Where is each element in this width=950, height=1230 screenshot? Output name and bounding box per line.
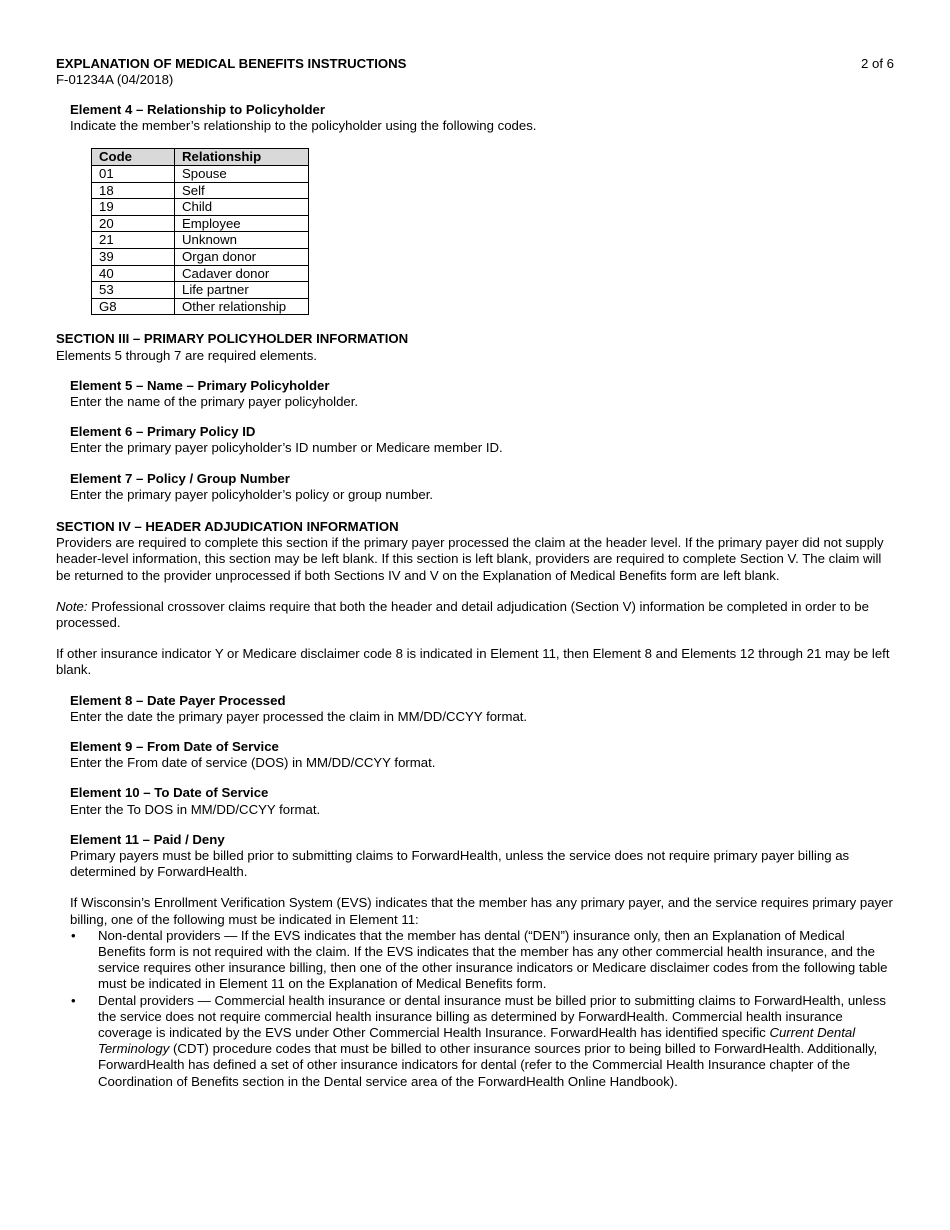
section-3-text: Elements 5 through 7 are required elements. [56,347,317,363]
element-6-text: Enter the primary payer policyholder’s ID number or Medicare member ID. [70,440,503,456]
relationship-codes-table [91,148,309,315]
element-4 [70,102,894,315]
relationship-cell: Organ donor [175,248,309,265]
note-text: Professional crossover claims require that both the header and detail adjudication (Section V) information be completed in order to be processed. [56,598,869,630]
bullet-text-part-2: (CDT) procedure codes that must be billed to other insurance sources prior to being billed to ForwardHealth. Additionally, ForwardHealth has defined a set of other insurance indicators for dental (refer to the Commercial Health Insurance chapter of the Coordination of Benefits section in the Dental service area of the ForwardHealth Online Handbook). [98,1041,878,1089]
element-5-text: Enter the name of the primary payer policyholder. [70,393,359,409]
element-5-title: Element 5 – Name – Primary Policyholder [70,377,330,393]
section-4-note [56,599,894,631]
element-9 [70,739,894,771]
element-7-text: Enter the primary payer policyholder’s policy or group number. [70,486,434,502]
table-row [92,182,309,199]
column-header-code: Code [92,149,175,166]
table-row [92,298,309,315]
table-row [92,248,309,265]
element-6 [70,424,894,456]
relationship-cell: Employee [175,215,309,232]
note-label: Note: [56,598,88,614]
bullet-text [98,993,886,1089]
element-7 [70,471,894,503]
table-row [92,232,309,249]
element-11-bullet-list [56,928,894,1090]
list-item [56,993,894,1090]
element-5 [70,378,894,410]
element-10-text: Enter the To DOS in MM/DD/CCYY format. [70,801,321,817]
section-4-para-1: Providers are required to complete this section if the primary payer processed the claim at the header level. If the primary payer did not supply header-level information, this section may be left blank. If this section is left blank, providers are required to complete Section V. The claim will be returned to the provider unprocessed if both Sections IV and V on the Explanation of Medical Benefits form are left blank. [56,535,884,583]
relationship-cell: Self [175,182,309,199]
element-11-text-1: Primary payers must be billed prior to submitting claims to ForwardHealth, unless the service does not require primary payer billing as determined by ForwardHealth. [70,848,850,880]
relationship-cell: Spouse [175,166,309,183]
element-10-title: Element 10 – To Date of Service [70,785,269,801]
element-8 [70,693,894,725]
code-cell: 53 [92,282,175,299]
section-4-title: SECTION IV – HEADER ADJUDICATION INFORMATION [56,518,399,534]
element-11-title: Element 11 – Paid / Deny [70,831,225,847]
code-cell: G8 [92,298,175,315]
section-4-para-3: If other insurance indicator Y or Medicare disclaimer code 8 is indicated in Element 11, then Element 8 and Elements 12 through 21 may be left blank. [56,646,890,678]
relationship-cell: Life partner [175,282,309,299]
element-7-title: Element 7 – Policy / Group Number [70,470,290,486]
bullet-text-italic: Current Dental Terminology [98,1025,856,1057]
section-3-title: SECTION III – PRIMARY POLICYHOLDER INFORMATION [56,331,409,347]
code-cell: 40 [92,265,175,282]
code-cell: 18 [92,182,175,199]
code-cell: 21 [92,232,175,249]
column-header-relationship: Relationship [175,149,309,166]
element-8-title: Element 8 – Date Payer Processed [70,692,286,708]
bullet-text: Non-dental providers — If the EVS indicates that the member has dental (“DEN”) insurance only, then an Explanation of Medical Benefits form is not required with the claim. If the EVS indicates that the member has any other commercial health insurance, and the service requires other insurance billing, then one of the other insurance indicators or Medicare disclaimer codes from the following table must be indicated in Element 11 on the Explanation of Medical Benefits form. [98,927,888,992]
element-11 [70,832,894,928]
code-cell: 01 [92,166,175,183]
table-row [92,199,309,216]
code-cell: 39 [92,248,175,265]
relationship-cell: Other relationship [175,298,309,315]
element-8-text: Enter the date the primary payer processed the claim in MM/DD/CCYY format. [70,708,528,724]
page-number: 2 of 6 [861,56,894,71]
relationship-cell: Unknown [175,232,309,249]
element-9-text: Enter the From date of service (DOS) in MM/DD/CCYY format. [70,755,436,771]
element-4-title: Element 4 – Relationship to Policyholder [70,102,326,117]
code-cell: 19 [92,199,175,216]
list-item [56,928,894,993]
table-row [92,215,309,232]
relationship-cell: Cadaver donor [175,265,309,282]
document-title: EXPLANATION OF MEDICAL BENEFITS INSTRUCTIONS [56,56,407,71]
code-cell: 20 [92,215,175,232]
element-9-title: Element 9 – From Date of Service [70,739,279,754]
table-row [92,265,309,282]
bullet-icon: • [71,927,76,943]
relationship-cell: Child [175,199,309,216]
document-page [56,56,894,1090]
page-header [56,56,894,88]
bullet-icon: • [71,992,76,1008]
table-header-row [92,149,309,166]
bullet-text-part-1: Dental providers — Commercial health insurance or dental insurance must be billed prior to submitting claims to ForwardHealth, unless the service does not require commercial health insurance billing as determined by ForwardHealth. Commercial health insurance coverage is indicated by the EVS under Other Commercial Health Insurance. ForwardHealth has identified specific [98,992,886,1041]
element-10 [70,785,894,817]
element-4-text: Indicate the member’s relationship to the policyholder using the following codes. [70,118,537,134]
table-row [92,282,309,299]
form-id: F-01234A (04/2018) [56,72,174,88]
element-11-text-2: If Wisconsin’s Enrollment Verification System (EVS) indicates that the member has any primary payer, and the service requires primary payer billing, one of the following must be indicated in Element 11: [70,895,893,927]
table-row [92,166,309,183]
element-6-title: Element 6 – Primary Policy ID [70,424,256,440]
